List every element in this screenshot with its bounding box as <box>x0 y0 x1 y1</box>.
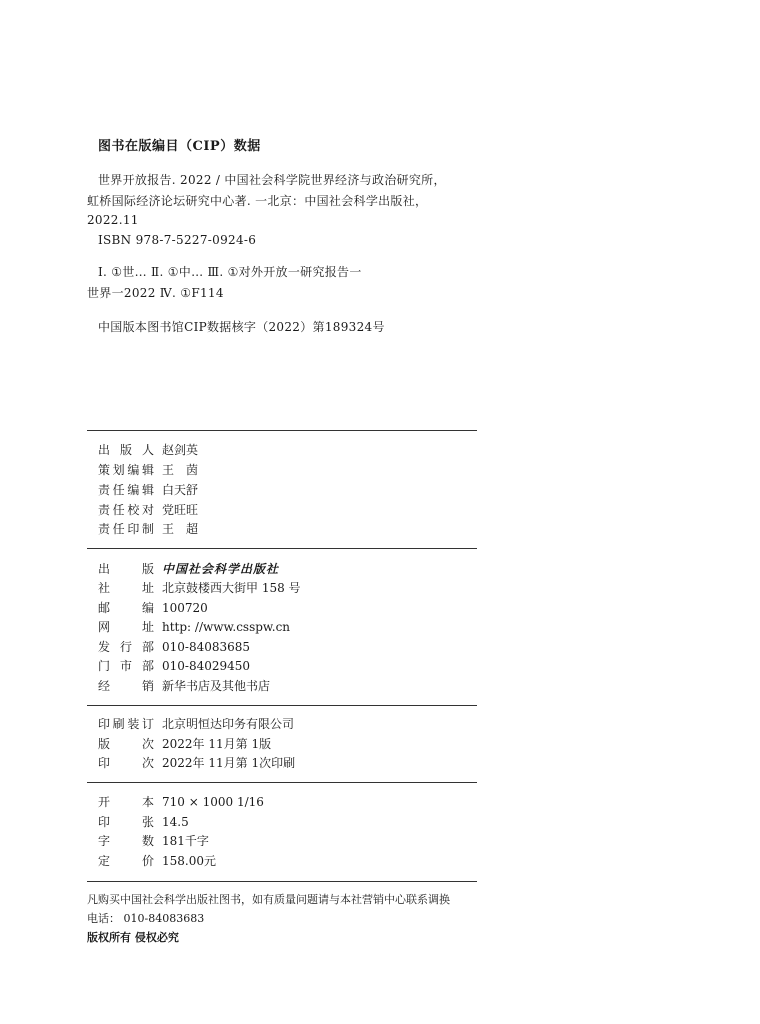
row-value: 181千字 <box>162 834 209 848</box>
printing-row <box>98 715 294 733</box>
divider <box>87 782 477 783</box>
cip-line-1: 世界开放报告. 2022 / 中国社会科学院世界经济与政治研究所， <box>98 173 446 187</box>
publisher-row <box>98 560 279 578</box>
row-label: 发行部 <box>98 640 154 654</box>
row-value: 158.00元 <box>162 854 216 868</box>
staff-row <box>98 481 198 499</box>
row-value: 王 超 <box>162 522 199 536</box>
spec-row <box>98 793 264 811</box>
cip-line-2: 虹桥国际经济论坛研究中心著. 一北京：中国社会科学出版社， <box>87 194 428 208</box>
footer-notice: 凡购买中国社会科学出版社图书，如有质量问题请与本社营销中心联系调换 <box>87 893 450 906</box>
row-value: 010-84083685 <box>162 640 251 654</box>
website-link[interactable]: http: //www.csspw.cn <box>162 620 291 634</box>
publisher-row <box>98 618 290 636</box>
row-label: 责任编辑 <box>98 483 154 497</box>
footer-copyright: 版权所有 侵权必究 <box>87 931 179 944</box>
row-value: 710 × 1000 1/16 <box>162 795 264 809</box>
spec-row <box>98 813 189 831</box>
divider <box>87 705 477 706</box>
staff-row <box>98 461 198 479</box>
row-label: 定价 <box>98 854 154 868</box>
row-value: 新华书店及其他书店 <box>162 679 271 693</box>
publisher-row <box>98 657 250 675</box>
row-label: 印次 <box>98 756 154 770</box>
row-value: 14.5 <box>162 815 189 829</box>
printing-row <box>98 754 295 772</box>
row-label: 印刷装订 <box>98 717 154 731</box>
row-label: 经销 <box>98 679 154 693</box>
row-label: 出版人 <box>98 443 154 457</box>
publisher-name: 中国社会科学出版社 <box>162 562 280 576</box>
row-value: 赵剑英 <box>162 443 199 457</box>
publisher-row <box>98 638 250 656</box>
row-label: 责任印制 <box>98 522 154 536</box>
classification-line-1: Ⅰ. ①世… Ⅱ. ①中… Ⅲ. ①对外开放一研究报告一 <box>98 265 362 279</box>
row-label: 责任校对 <box>98 503 154 517</box>
publisher-row <box>98 599 208 617</box>
row-label: 版次 <box>98 737 154 751</box>
row-label: 门市部 <box>98 659 154 673</box>
footer-phone: 电话： 010-84083683 <box>87 912 205 925</box>
row-value: 党旺旺 <box>162 503 199 517</box>
divider <box>87 548 477 549</box>
row-value: 2022年 11月第 1次印刷 <box>162 756 296 770</box>
divider <box>87 881 477 882</box>
row-label: 策划编辑 <box>98 463 154 477</box>
publisher-row <box>98 677 270 695</box>
classification-line-2: 世界一2022 Ⅳ. ①F114 <box>87 286 224 300</box>
row-label: 开本 <box>98 795 154 809</box>
spec-row <box>98 852 216 870</box>
cip-title: 图书在版编目（CIP）数据 <box>98 139 261 154</box>
row-label: 字数 <box>98 834 154 848</box>
cip-number: 中国版本图书馆CIP数据核字（2022）第189324号 <box>98 320 385 334</box>
cip-line-3: 2022.11 <box>87 213 139 227</box>
spec-row <box>98 832 209 850</box>
publisher-row <box>98 579 301 597</box>
row-label: 社址 <box>98 581 154 595</box>
row-value: 王 茵 <box>162 463 199 477</box>
staff-row <box>98 501 198 519</box>
row-value: 010-84029450 <box>162 659 251 673</box>
row-label: 印张 <box>98 815 154 829</box>
row-value: 白天舒 <box>162 483 199 497</box>
row-value: 2022年 11月第 1版 <box>162 737 272 751</box>
divider <box>87 430 477 431</box>
row-value: 北京鼓楼西大街甲 158 号 <box>162 581 301 595</box>
row-label: 邮编 <box>98 601 154 615</box>
row-value: 北京明恒达印务有限公司 <box>162 717 295 731</box>
row-label: 网址 <box>98 620 154 634</box>
isbn: ISBN 978-7-5227-0924-6 <box>98 233 257 247</box>
row-value: 100720 <box>162 601 208 615</box>
printing-row <box>98 735 271 753</box>
row-label: 出版 <box>98 562 154 576</box>
staff-row <box>98 441 198 459</box>
staff-row <box>98 520 198 538</box>
